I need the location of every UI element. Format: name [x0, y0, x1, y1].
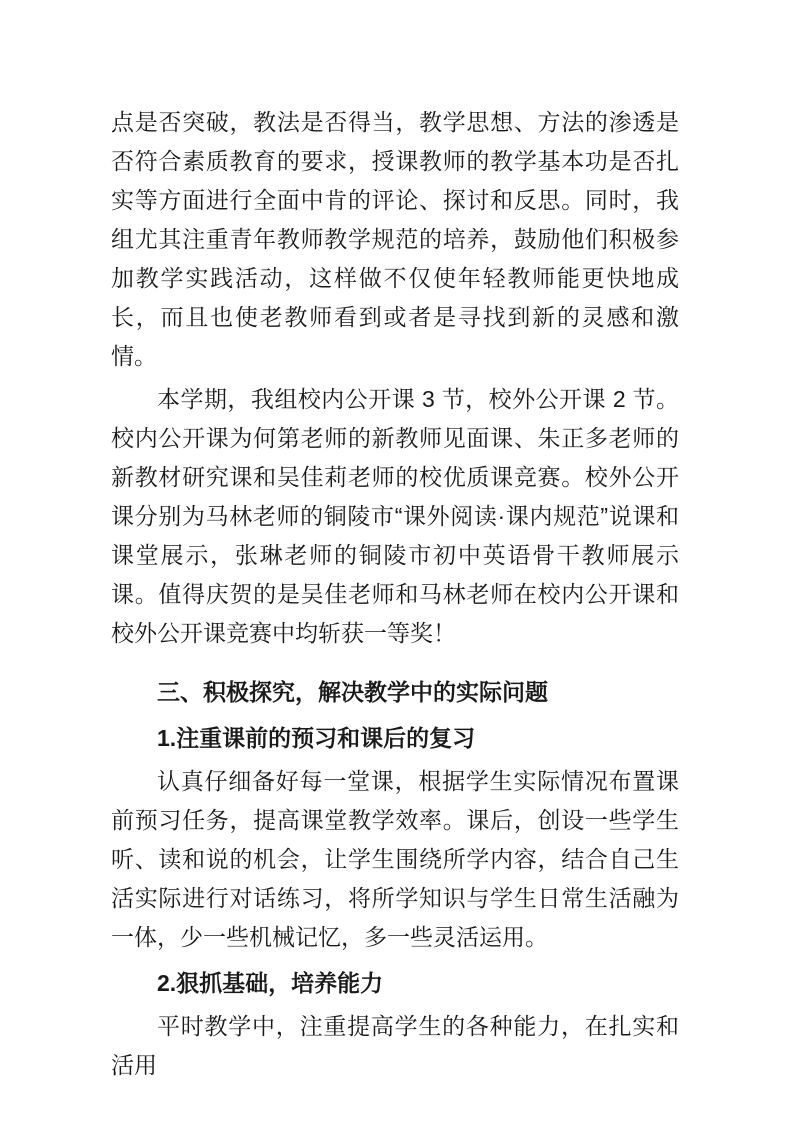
- paragraph: 认真仔细备好每一堂课，根据学生实际情况布置课前预习任务，提高课堂教学效率。课后，创设一些学生听、读和说的机会，让学生围绕所学内容，结合自己生活实际进行对话练习，将所学知识与学生日常生活融为一体，少一些机械记忆，多一些灵活运用。: [111, 768, 679, 950]
- paragraph: 本学期，我组校内公开课 3 节，校外公开课 2 节。校内公开课为何第老师的新教师见面课、朱正多老师的新教材研究课和吴佳莉老师的校优质课竞赛。校外公开课分别为马林老师的铜陵市“课外阅读·课内规范”说课和课堂展示，张琳老师的铜陵市初中英语骨干教师展示课。值得庆贺的是吴佳老师和马林老师在校内公开课和校外公开课竞赛中均斩获一等奖！: [111, 386, 679, 646]
- section-heading: 三、积极探究，解决教学中的实际问题: [157, 679, 548, 705]
- subsection-heading-1: 1.注重课前的预习和课后的复习: [157, 725, 476, 751]
- paragraph-continued: 点是否突破，教法是否得当，教学思想、方法的渗透是否符合素质教育的要求，授课教师的教学基本功是否扎实等方面进行全面中肯的评论、探讨和反思。同时，我组尤其注重青年教师教学规范的培养，鼓励他们积极参加教学实践活动，这样做不仅使年轻教师能更快地成长，而且也使老教师看到或者是寻找到新的灵感和激情。: [111, 109, 679, 369]
- paragraph: 平时教学中，注重提高学生的各种能力，在扎实和活用: [111, 1013, 679, 1078]
- subsection-heading-2: 2.狠抓基础，培养能力: [157, 970, 384, 996]
